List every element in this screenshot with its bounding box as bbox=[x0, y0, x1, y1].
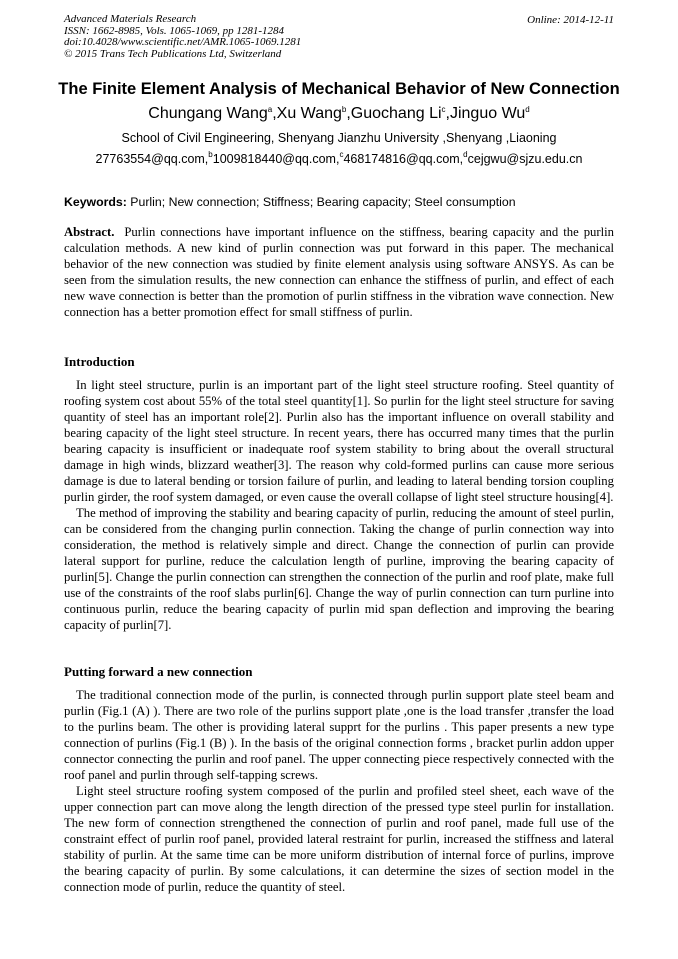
author: ,Jinguo Wu bbox=[445, 105, 526, 122]
keywords bbox=[64, 195, 516, 209]
author-sup: c bbox=[441, 105, 446, 114]
paragraph: In light steel structure, purlin is an important part of the light steel structure roofing. Steel quantity of roofing system cost about 55% of the total steel quantity[1]. So purlin for the light steel structure for saving quantity of steel has an important role[2]. Purlin also has the important influence on overall stability and bearing capacity of the light steel structure. In recent years, there has occurred many times that the purlin bearing capacity is insufficient or inadequate roof system stability to bring about the overall structural damage in high winds, blizzard weather[3]. The reason why cold-formed purlins can cause more serious damage is due to lateral bending or torsion failure of purlin, and leading to lateral bending torsion coupling purlin girder, the roof system damaged, or even cause the overall collapse of light steel structure housing[4]. bbox=[64, 378, 614, 504]
abstract-label: Abstract. bbox=[64, 225, 115, 239]
keywords-text: Purlin; New connection; Stiffness; Bearing capacity; Steel consumption bbox=[126, 195, 516, 209]
authors bbox=[0, 105, 678, 123]
keywords-label: Keywords: bbox=[64, 195, 127, 209]
email-sup: b bbox=[208, 150, 213, 159]
author: ,Xu Wang bbox=[272, 105, 342, 122]
affiliation: School of Civil Engineering, Shenyang Jianzhu University ,Shenyang ,Liaoning bbox=[121, 131, 557, 145]
issn: ISSN: 1662-8985, Vols. 1065-1069, pp 1281-1284 bbox=[64, 24, 284, 37]
copyright: © 2015 Trans Tech Publications Ltd, Switzerland bbox=[64, 47, 282, 60]
author: ,Guochang Li bbox=[346, 105, 442, 122]
section-heading: Introduction bbox=[64, 354, 135, 369]
email[interactable]: 1009818440@qq.com, bbox=[212, 152, 340, 166]
section-new-connection bbox=[64, 664, 614, 895]
paragraph: The traditional connection mode of the purlin, is connected through purlin support plate steel beam and purlin (Fig.1 (A) ). There are two role of the purlins support plate ,one is the load transfer ,transfer the load to the purlins beam. The other is providing lateral supprt for the purlins . This paper presents a new type connection of purlins (Fig.1 (B) ). In the basis of the original connection forms , bracket purlin addon upper connector connecting the purlin and roof panel. The upper connecting piece respectively connected with the roof panel and purlin through self-tapping screws. bbox=[64, 688, 614, 782]
paragraph: Light steel structure roofing system composed of the purlin and profiled steel sheet, each wave of the upper connection part can move along the length direction of the pressed type steel purlin for installation. The new form of connection strengthened the connection of purlin and roof panel, made full use of the constraint effect of purlin roof panel, provided lateral restraint for purlin, increased the stiffness and lateral stability of purlin. At the same time can be more uniform distribution of internal force of purlins, improve the bearing capacity of purlin. By some calculations, it can determine the sizes of section model in the connection mode of purlin, reduce the quantity of steel. bbox=[64, 784, 614, 894]
email-sup: c bbox=[339, 150, 344, 159]
author-sup: b bbox=[341, 105, 347, 114]
email-sup: d bbox=[463, 150, 468, 159]
online-date: Online: 2014-12-11 bbox=[527, 14, 614, 26]
journal-header bbox=[64, 14, 301, 60]
email[interactable]: cejgwu@sjzu.edu.cn bbox=[467, 152, 583, 166]
author: Chungang Wang bbox=[148, 105, 268, 122]
emails bbox=[0, 152, 678, 166]
paper-title: The Finite Element Analysis of Mechanical Behavior of New Connection bbox=[58, 80, 620, 98]
author-sup: a bbox=[267, 105, 273, 114]
abstract bbox=[64, 224, 618, 320]
author-sup: d bbox=[525, 105, 530, 114]
doi[interactable]: doi:10.4028/www.scientific.net/AMR.1065-1069.1281 bbox=[64, 36, 302, 48]
paragraph: The method of improving the stability and bearing capacity of purlin, reducing the amount of steel purlin, can be considered from the changing purlin connection. Taking the change of purlin connection way into consideration, the method is relatively simple and direct. Change the connection of purlin can provide lateral support for purline, reduce the calculation length of purline, improving the bearing capacity of purlin[5]. Change the purlin connection can strengthen the connection of the purlin and roof plate, make full use of the constraints of the roof slabs purlin[6]. Change the way of purlin connection can turn purline into continuous purlin, reduce the bearing capacity of purlin mid span deflection and improving the bearing capacity of purlin[7]. bbox=[64, 506, 614, 632]
abstract-text: Purlin connections have important influence on the stiffness, bearing capacity and the purlin calculation methods. A new kind of purlin connection was put forward in this paper. The mechanical behavior of the new connection was studied by finite element analysis using software ANSYS. As can be seen from the simulation results, the new connection can enhance the stiffness of purlin, and effect of each new wave connection is better than the promotion of purlin stiffness in the vibration wave connection. New connection has a better promotion effect for small stiffness of purlin. bbox=[64, 225, 618, 319]
section-introduction bbox=[64, 354, 614, 633]
section-heading: Putting forward a new connection bbox=[64, 664, 253, 679]
email[interactable]: 27763554@qq.com, bbox=[95, 152, 209, 166]
email[interactable]: 468174816@qq.com, bbox=[343, 152, 464, 166]
journal-name: Advanced Materials Research bbox=[64, 13, 197, 25]
